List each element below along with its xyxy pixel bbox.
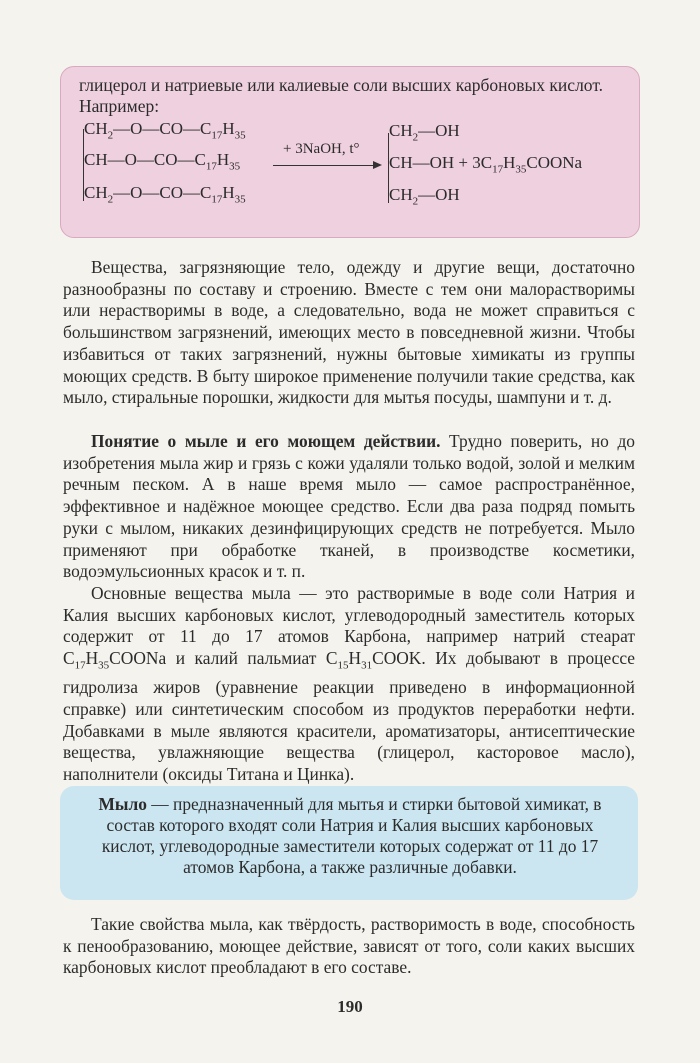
definition-term: Мыло: [98, 794, 147, 814]
reaction-conditions: + 3NaOH, t°: [283, 141, 360, 157]
paragraph-2: [63, 431, 635, 583]
reaction-intro: глицерол и натриевые или калиевые соли высших карбоновых кислот. Например:: [79, 75, 604, 116]
product-row-2: CH—OH + $3C_{17}H_{35}COONa$: [389, 153, 583, 176]
paragraph-4: Такие свойства мыла, как твёрдость, растворимость в воде, способность к пенообразованию, моющее действие, зависят от того, соли каких высших карбоновых кислот преобладают в его составе.: [63, 914, 635, 978]
paragraph-3: Основные вещества мыла — это растворимые в воде соли Натрия и Калия высших карбоновых кислот, углеводородный заместитель которых содержит от 11 до 17 атомов Карбона, например натрий стеарат $C_{17}H_{35}COONa$ и калий пальмиат $C_{15}H_{31}COOK$. Их добывают в процессе гидролиза жиров (уравнение реакции приведено в информационной справке) или синтетическим способом из продуктов переработки нефти. Добавками в мыле являются красители, ароматизаторы, антисептические вещества, увлажняющие вещества (глицерол, касторовое масло), наполнители (оксиды Титана и Цинка).: [63, 583, 635, 785]
product-row-3: $CH_2—OH$: [389, 185, 460, 208]
paragraph-2-heading: Понятие о мыле и его моющем действии.: [91, 431, 441, 451]
definition-text: Мыло — предназначенный для мытья и стирки бытовой химикат, в состав которого входят соли Натрия и Калия высших карбоновых кислот, углеводородные заместители которых содержат от 11 до 17 атомов Карбона, а также различные добавки.: [98, 794, 602, 877]
reactant-row-2: $CH—O—CO—C_{17}H_{35}$: [84, 150, 241, 173]
definition-box: [60, 786, 638, 900]
reaction-arrow-head: [373, 161, 382, 169]
reactant-row-1: $CH_2—O—CO—C_{17}H_{35}$: [84, 119, 246, 142]
product-row-1: $CH_2—OH$: [389, 121, 460, 144]
page-number: 190: [337, 997, 363, 1016]
reaction-arrow: [273, 165, 375, 166]
reactant-row-3: $CH_2—O—CO—C_{17}H_{35}$: [84, 183, 246, 206]
paragraph-2-text: Трудно поверить, но до изобретения мыла жир и грязь с кожи удаляли только водой, золой и мелким речным песком. А в наше время мыло — самое распространённое, эффективное и надёжное моющее средство. Если два раза подряд помыть руки с мылом, никаких дезинфицирующих средств не потребуется. Мыло применяют при обработке тканей, в производстве косметики, водоэмульсионных красок и т. п.: [63, 431, 635, 582]
reaction-box: [60, 66, 640, 238]
paragraph-1: Вещества, загрязняющие тело, одежду и другие вещи, достаточно разнообразны по составу и строению. Вместе с тем они малорастворимы или нерастворимы в воде, а следовательно, вода не может справиться с большинством загрязнений, имеющих место в повседневной жизни. Чтобы избавиться от таких загрязнений, нужны бытовые химикаты из группы моющих средств. В быту широкое применение получили такие средства, как мыло, стиральные порошки, жидкости для мытья посуды, шампуни и т. д.: [63, 257, 635, 408]
